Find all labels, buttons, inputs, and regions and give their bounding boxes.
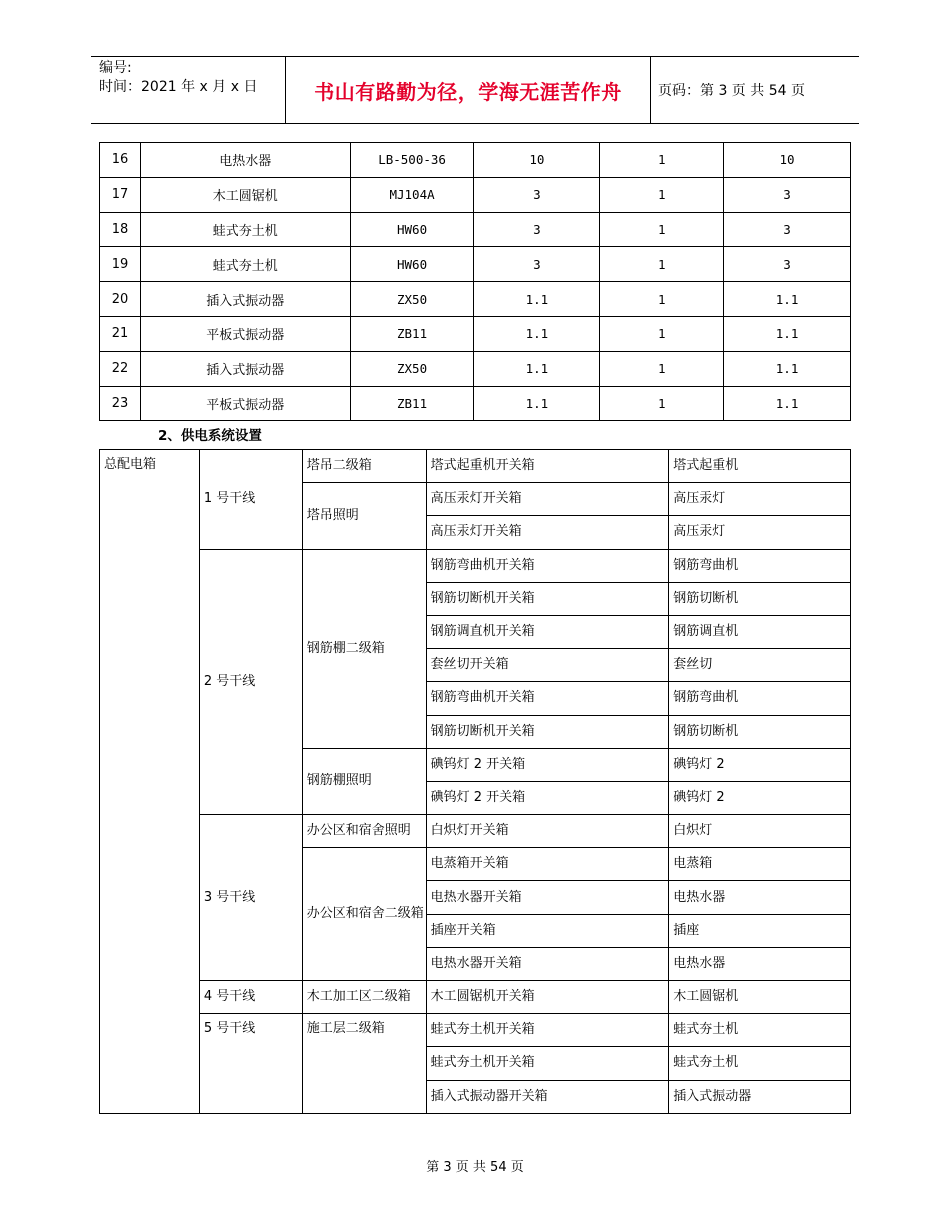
device: 高压汞灯 xyxy=(669,483,851,516)
equipment-model: ZB11 xyxy=(350,316,474,351)
equipment-name: 平板式振动器 xyxy=(140,386,350,421)
page-footer: 第 3 页 共 54 页 xyxy=(426,1160,524,1175)
total-power: 3 xyxy=(724,247,851,282)
device: 钢筋弯曲机 xyxy=(669,682,851,715)
switch-box: 钢筋弯曲机开关箱 xyxy=(426,682,669,715)
number-label: 编号: xyxy=(99,60,132,76)
rated-power: 3 xyxy=(474,247,600,282)
switch-box: 蛙式夯土机开关箱 xyxy=(426,1014,669,1047)
total-power: 1.1 xyxy=(724,351,851,386)
trunk-line-3: 3 号干线 xyxy=(199,815,302,981)
table-row xyxy=(100,386,851,421)
equipment-name: 插入式振动器 xyxy=(140,351,350,386)
device: 蛙式夯土机 xyxy=(669,1014,851,1047)
section-title: 2、供电系统设置 xyxy=(158,428,262,444)
row-number: 22 xyxy=(100,351,141,386)
device: 电热水器 xyxy=(669,881,851,914)
device: 套丝切 xyxy=(669,649,851,682)
equipment-table-body xyxy=(100,143,851,421)
quantity: 1 xyxy=(600,212,724,247)
quantity: 1 xyxy=(600,316,724,351)
switch-box: 钢筋切断机开关箱 xyxy=(426,582,669,615)
switch-box: 碘钨灯 2 开关箱 xyxy=(426,748,669,781)
rated-power: 1.1 xyxy=(474,351,600,386)
equipment-model: HW60 xyxy=(350,212,474,247)
table-row xyxy=(100,351,851,386)
equipment-name: 插入式振动器 xyxy=(140,282,350,317)
device: 钢筋切断机 xyxy=(669,582,851,615)
secondary-box: 木工加工区二级箱 xyxy=(302,981,426,1014)
power-supply-table xyxy=(99,449,851,1114)
row-number: 19 xyxy=(100,247,141,282)
table-row xyxy=(100,177,851,212)
device: 塔式起重机 xyxy=(669,450,851,483)
switch-box: 插入式振动器开关箱 xyxy=(426,1080,669,1113)
rated-power: 3 xyxy=(474,177,600,212)
device: 插入式振动器 xyxy=(669,1080,851,1113)
switch-box: 塔式起重机开关箱 xyxy=(426,450,669,483)
rated-power: 1.1 xyxy=(474,282,600,317)
quantity: 1 xyxy=(600,282,724,317)
device: 碘钨灯 2 xyxy=(669,748,851,781)
switch-box: 蛙式夯土机开关箱 xyxy=(426,1047,669,1080)
trunk-line-4: 4 号干线 xyxy=(199,981,302,1014)
secondary-box: 钢筋棚照明 xyxy=(302,748,426,814)
rated-power: 10 xyxy=(474,143,600,178)
equipment-name: 木工圆锯机 xyxy=(140,177,350,212)
table-row xyxy=(100,815,851,848)
total-power: 1.1 xyxy=(724,282,851,317)
table-row xyxy=(100,316,851,351)
switch-box: 高压汞灯开关箱 xyxy=(426,483,669,516)
quantity: 1 xyxy=(600,386,724,421)
time-label: 时间：2021 年 x 月 x 日 xyxy=(99,79,258,95)
switch-box: 白炽灯开关箱 xyxy=(426,815,669,848)
switch-box: 木工圆锯机开关箱 xyxy=(426,981,669,1014)
equipment-name: 蛙式夯土机 xyxy=(140,212,350,247)
row-number: 23 xyxy=(100,386,141,421)
equipment-name: 电热水器 xyxy=(140,143,350,178)
quantity: 1 xyxy=(600,351,724,386)
table-row xyxy=(100,1014,851,1047)
total-power: 1.1 xyxy=(724,316,851,351)
device: 钢筋切断机 xyxy=(669,715,851,748)
table-row xyxy=(100,247,851,282)
table-row xyxy=(100,143,851,178)
rated-power: 1.1 xyxy=(474,316,600,351)
row-number: 17 xyxy=(100,177,141,212)
header-page-info: 页码：第 3 页 共 54 页 xyxy=(658,83,805,99)
switch-box: 电蒸箱开关箱 xyxy=(426,848,669,881)
header-motto: 书山有路勤为径，学海无涯苦作舟 xyxy=(314,79,622,104)
switch-box: 钢筋调直机开关箱 xyxy=(426,615,669,648)
switch-box: 钢筋切断机开关箱 xyxy=(426,715,669,748)
total-power: 3 xyxy=(724,177,851,212)
total-power: 10 xyxy=(724,143,851,178)
trunk-line-2: 2 号干线 xyxy=(199,549,302,815)
header-meta xyxy=(99,59,285,97)
device: 白炽灯 xyxy=(669,815,851,848)
equipment-table xyxy=(99,142,851,421)
rated-power: 3 xyxy=(474,212,600,247)
equipment-model: ZB11 xyxy=(350,386,474,421)
equipment-model: ZX50 xyxy=(350,351,474,386)
device: 蛙式夯土机 xyxy=(669,1047,851,1080)
page-header xyxy=(91,56,859,124)
equipment-name: 蛙式夯土机 xyxy=(140,247,350,282)
row-number: 18 xyxy=(100,212,141,247)
switch-box: 插座开关箱 xyxy=(426,914,669,947)
equipment-model: LB-500-36 xyxy=(350,143,474,178)
equipment-model: MJ104A xyxy=(350,177,474,212)
row-number: 16 xyxy=(100,143,141,178)
quantity: 1 xyxy=(600,143,724,178)
equipment-name: 平板式振动器 xyxy=(140,316,350,351)
row-number: 20 xyxy=(100,282,141,317)
device: 插座 xyxy=(669,914,851,947)
table-row xyxy=(100,981,851,1014)
table-row xyxy=(100,282,851,317)
secondary-box: 办公区和宿舍照明 xyxy=(302,815,426,848)
device: 电热水器 xyxy=(669,947,851,980)
device: 高压汞灯 xyxy=(669,516,851,549)
table-row xyxy=(100,212,851,247)
device: 电蒸箱 xyxy=(669,848,851,881)
device: 碘钨灯 2 xyxy=(669,781,851,814)
switch-box: 高压汞灯开关箱 xyxy=(426,516,669,549)
total-power: 3 xyxy=(724,212,851,247)
equipment-model: ZX50 xyxy=(350,282,474,317)
table-row xyxy=(100,450,851,483)
secondary-box: 施工层二级箱 xyxy=(302,1014,426,1114)
switch-box: 电热水器开关箱 xyxy=(426,881,669,914)
device: 钢筋弯曲机 xyxy=(669,549,851,582)
equipment-model: HW60 xyxy=(350,247,474,282)
main-distribution-box: 总配电箱 xyxy=(100,450,200,1114)
header-divider xyxy=(650,57,651,123)
trunk-line-5: 5 号干线 xyxy=(199,1014,302,1114)
quantity: 1 xyxy=(600,247,724,282)
switch-box: 电热水器开关箱 xyxy=(426,947,669,980)
device: 钢筋调直机 xyxy=(669,615,851,648)
secondary-box: 塔吊二级箱 xyxy=(302,450,426,483)
switch-box: 钢筋弯曲机开关箱 xyxy=(426,549,669,582)
device: 木工圆锯机 xyxy=(669,981,851,1014)
quantity: 1 xyxy=(600,177,724,212)
table-row xyxy=(100,549,851,582)
secondary-box: 钢筋棚二级箱 xyxy=(302,549,426,748)
row-number: 21 xyxy=(100,316,141,351)
rated-power: 1.1 xyxy=(474,386,600,421)
secondary-box: 塔吊照明 xyxy=(302,483,426,549)
secondary-box: 办公区和宿舍二级箱 xyxy=(302,848,426,981)
trunk-line-1: 1 号干线 xyxy=(199,450,302,550)
total-power: 1.1 xyxy=(724,386,851,421)
switch-box: 碘钨灯 2 开关箱 xyxy=(426,781,669,814)
switch-box: 套丝切开关箱 xyxy=(426,649,669,682)
